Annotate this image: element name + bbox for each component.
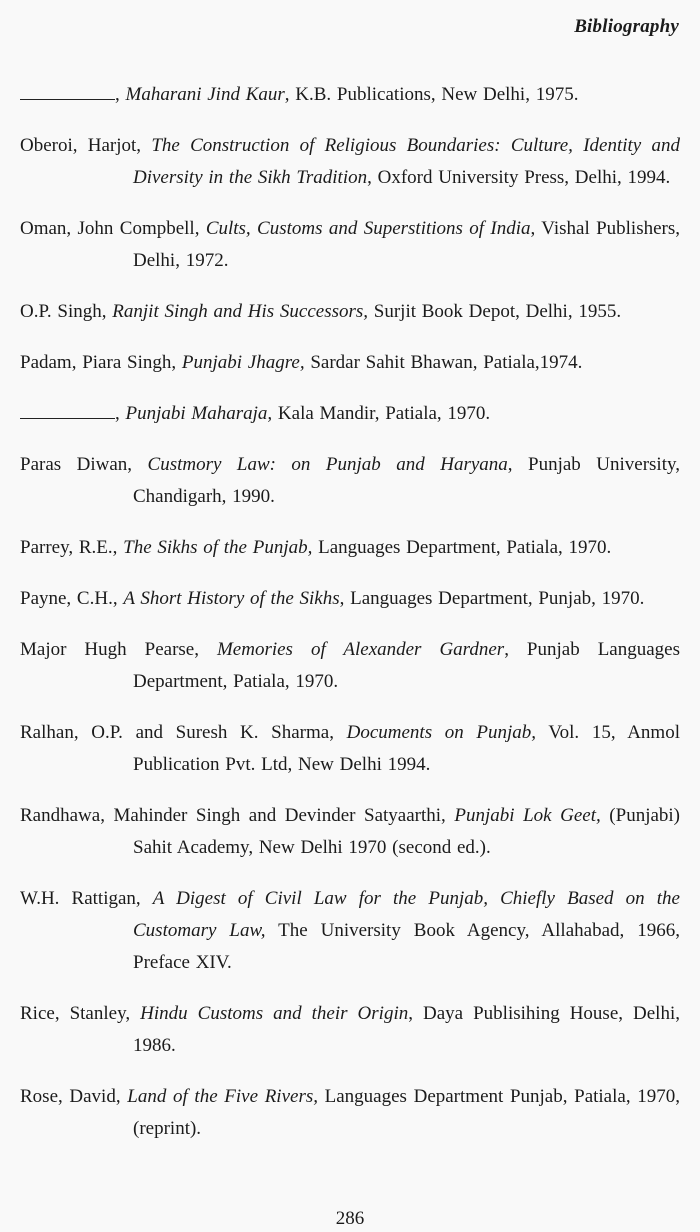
- entry-text: Languages Department, Patiala, 1970.: [312, 537, 612, 558]
- entry-text: Parrey, R.E.,: [20, 537, 124, 558]
- bibliography-entry: [20, 717, 680, 781]
- book-title-text: Punjabi Lok Geet,: [454, 805, 601, 826]
- page-title: Bibliography: [574, 16, 679, 37]
- entry-text: Ralhan, O.P. and Suresh K. Sharma,: [20, 722, 347, 743]
- entry-text: , Oxford University Press, Delhi, 1994.: [367, 167, 671, 188]
- bibliography-entries: [20, 79, 680, 1145]
- entry-text: , Punjab University, Chandigarh, 1990.: [133, 454, 680, 507]
- bibliography-entry: [20, 398, 680, 430]
- entry-text: ,: [115, 84, 126, 105]
- bibliography-entry: [20, 213, 680, 277]
- entry-text: Major Hugh Pearse,: [20, 639, 217, 660]
- book-title-text: Punjabi Jhagre,: [181, 352, 305, 373]
- bibliography-entry: [20, 79, 680, 111]
- page-header: [21, 14, 679, 41]
- book-title-text: Custmory Law: on Punjab and Haryana: [147, 454, 508, 475]
- book-title-text: The Construction of Religious Boundaries: Culture, Identity and Diversity in the Sikh Tradition: [133, 135, 680, 188]
- book-title-text: Ranjit Singh and His Successors,: [112, 301, 369, 322]
- entry-text: , K.B. Publications, New Delhi, 1975.: [284, 84, 579, 105]
- entry-text: Padam, Piara Singh,: [20, 352, 182, 373]
- blank-author-line: [20, 99, 115, 100]
- book-title-text: The Sikhs of the Punjab,: [123, 537, 313, 558]
- book-title-text: Cults, Customs and Superstitions of India: [205, 218, 531, 239]
- book-title-text: Hindu Customs and their Origin: [140, 1003, 409, 1024]
- bibliography-entry: [20, 883, 680, 979]
- entry-text: , Languages Department, Punjab, 1970.: [339, 588, 645, 609]
- entry-text: Surjit Book Depot, Delhi, 1955.: [368, 301, 622, 322]
- book-title-text: Documents on Punjab,: [346, 722, 537, 743]
- bibliography-entry: [20, 583, 680, 615]
- entry-text: Sardar Sahit Bhawan, Patiala,1974.: [304, 352, 583, 373]
- entry-text: Oman, John Compbell,: [20, 218, 206, 239]
- book-title-text: Maharani Jind Kaur: [125, 84, 285, 105]
- entry-text: Oberoi, Harjot,: [20, 135, 152, 156]
- bibliography-entry: [20, 800, 680, 864]
- blank-author-line: [20, 418, 115, 419]
- entry-text: ,: [115, 403, 126, 424]
- bibliography-entry: [20, 1081, 680, 1145]
- bibliography-entry: [20, 296, 680, 328]
- entry-text: , Daya Publisihing House, Delhi, 1986.: [133, 1003, 680, 1056]
- entry-text: Rice, Stanley,: [20, 1003, 141, 1024]
- book-title-text: Punjabi Maharaja,: [125, 403, 273, 424]
- page-number: 286: [335, 1208, 365, 1229]
- entry-text: Vol. 15, Anmol Publication Pvt. Ltd, New Delhi 1994.: [133, 722, 680, 775]
- bibliography-entry: [20, 998, 680, 1062]
- entry-text: (Punjabi) Sahit Academy, New Delhi 1970 (second ed.).: [133, 805, 681, 858]
- entry-text: Rose, David,: [20, 1086, 128, 1107]
- entry-text: Randhawa, Mahinder Singh and Devinder Satyaarthi,: [20, 805, 455, 826]
- book-title-text: A Digest of Civil Law for the Punjab, Chiefly Based on the Customary Law,: [133, 888, 680, 941]
- entry-text: Paras Diwan,: [20, 454, 148, 475]
- entry-text: The University Book Agency, Allahabad, 1966, Preface XIV.: [133, 920, 680, 973]
- entry-text: W.H. Rattigan,: [20, 888, 153, 909]
- entry-text: Payne, C.H.,: [20, 588, 124, 609]
- bibliography-entry: [20, 634, 680, 698]
- book-title-text: Memories of Alexander Gardner: [216, 639, 505, 660]
- book-title-text: A Short History of the Sikhs: [123, 588, 340, 609]
- book-title-text: Land of the Five Rivers,: [127, 1086, 318, 1107]
- entry-text: , Punjab Languages Department, Patiala, 1970.: [133, 639, 680, 692]
- entry-text: Kala Mandir, Patiala, 1970.: [272, 403, 491, 424]
- bibliography-entry: [20, 449, 680, 513]
- entry-text: , Vishal Publishers, Delhi, 1972.: [133, 218, 680, 271]
- bibliography-entry: [20, 347, 680, 379]
- bibliography-entry: [20, 532, 680, 564]
- bibliography-entry: [20, 130, 680, 194]
- entry-text: O.P. Singh,: [20, 301, 113, 322]
- entry-text: Languages Department Punjab, Patiala, 1970, (reprint).: [133, 1086, 680, 1139]
